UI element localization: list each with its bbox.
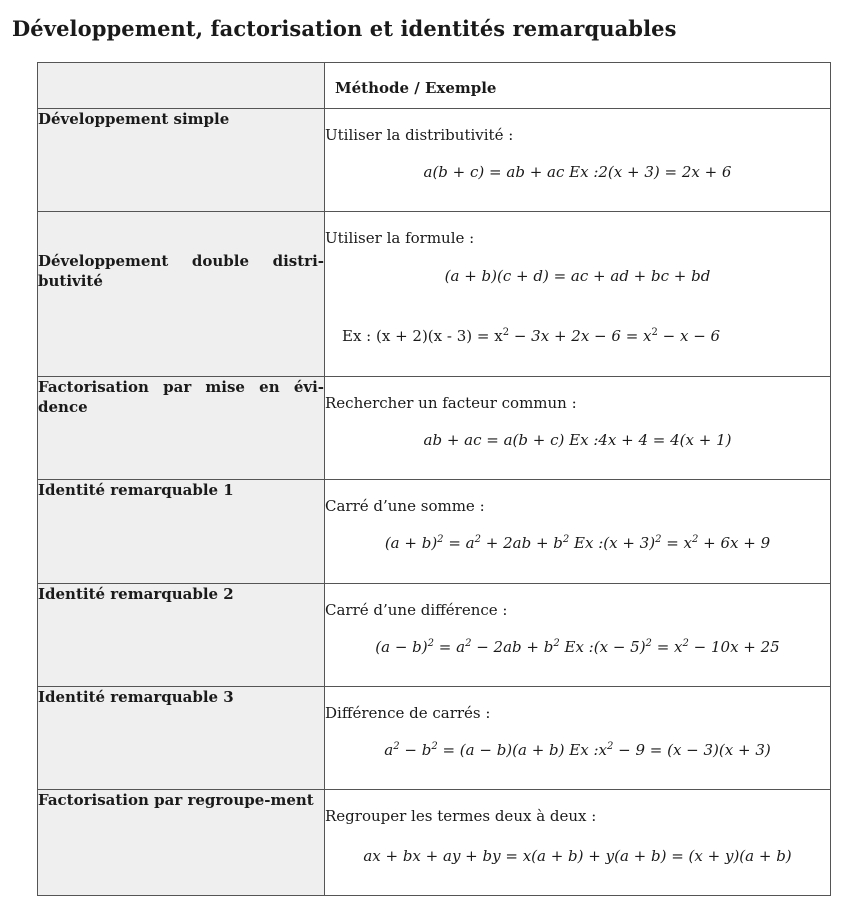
formula-part: Ex :(x + 3) [569,534,656,552]
exponent: 2 [655,534,662,545]
header-method-label: Méthode / Exemple [335,79,497,97]
formula-part: Ex :(x − 5) [559,638,646,656]
row-content-cell [325,377,831,480]
row-label-cell [38,480,325,584]
row-label: Factorisation par regroupe-ment [38,791,314,809]
formula-part: = x [661,534,693,552]
exponent: 2 [562,534,570,545]
summary-table [37,62,831,896]
row-intro: Regrouper les termes deux à deux : [325,807,597,825]
header-empty-cell [38,63,325,109]
row-content-cell [325,790,831,896]
table-row [38,377,831,480]
exponent: 2 [437,534,444,545]
formula-part: (a − b) [375,638,428,656]
table-row [38,109,831,212]
row-label: Identité remarquable 2 [38,585,234,603]
formula-part: a [384,741,394,759]
row-label: Développement double distri-butivité [38,252,324,290]
row-formula: ab + ac = a(b + c) Ex :4x + 4 = 4(x + 1) [423,431,732,449]
row-intro: Différence de carrés : [325,704,491,722]
row-formula: a(b + c) = ab + ac Ex :2(x + 3) = 2x + 6 [423,163,732,181]
formula-part: = (a − b)(a + b) Ex :x [437,741,607,759]
page-title: Développement, factorisation et identités remarquables [12,16,677,41]
formula-part: = a [443,534,475,552]
exponent: 2 [692,534,699,545]
table-header-row [38,63,831,109]
exponent: 2 [465,638,472,649]
formula-part: − b [399,741,432,759]
formula-part: − 9 = (x − 3)(x + 3) [613,741,771,759]
row-formula [325,637,830,657]
row-intro: Carré d’une différence : [325,601,508,619]
row-label-cell [38,790,325,896]
exponent: 2 [651,327,658,338]
row-intro: Utiliser la distributivité : [325,126,514,144]
row-label-cell [38,212,325,377]
exponent: 2 [682,638,689,649]
row-example [325,326,830,346]
row-content-cell [325,687,831,790]
formula-part: − 2ab + b [471,638,554,656]
formula-part: (a + b) [384,534,438,552]
table-row [38,790,831,896]
exponent: 2 [431,741,438,752]
example-part-2: − 3x + 2x − 6 = x [509,327,652,345]
row-formula: ax + bx + ay + by = x(a + b) + y(a + b) = (x + y)(a + b) [363,847,792,865]
row-label: Factorisation par mise en évi-dence [38,378,324,416]
row-label: Développement simple [38,110,230,128]
table-row [38,480,831,584]
formula-part: = a [434,638,466,656]
row-intro: Utiliser la formule : [325,229,475,247]
row-label-cell [38,687,325,790]
exponent: 2 [606,741,614,752]
row-label-cell [38,584,325,687]
formula-part: − 10x + 25 [688,638,780,656]
example-part-3: − x − 6 [657,327,721,345]
row-intro: Carré d’une somme : [325,497,485,515]
formula-part: + 2ab + b [480,534,563,552]
row-content-cell [325,212,831,377]
row-content-cell [325,480,831,584]
example-part-1: Ex : (x + 2)(x - 3) = x [342,327,503,345]
formula-part: + 6x + 9 [698,534,771,552]
exponent: 2 [502,327,510,338]
exponent: 2 [427,638,435,649]
row-formula [325,533,830,553]
table-row [38,687,831,790]
row-content-cell [325,584,831,687]
row-label-cell [38,377,325,480]
table-row [38,584,831,687]
row-intro: Rechercher un facteur commun : [325,394,577,412]
exponent: 2 [474,534,481,545]
header-method-cell [325,63,831,109]
formula-part: = x [651,638,683,656]
row-label: Identité remarquable 3 [38,688,234,706]
exponent: 2 [393,741,400,752]
table-row [38,212,831,377]
row-label: Identité remarquable 1 [38,481,234,499]
exponent: 2 [553,638,560,649]
row-content-cell [325,109,831,212]
row-formula: (a + b)(c + d) = ac + ad + bc + bd [444,267,711,285]
row-formula [325,740,830,760]
exponent: 2 [645,638,652,649]
row-label-cell [38,109,325,212]
